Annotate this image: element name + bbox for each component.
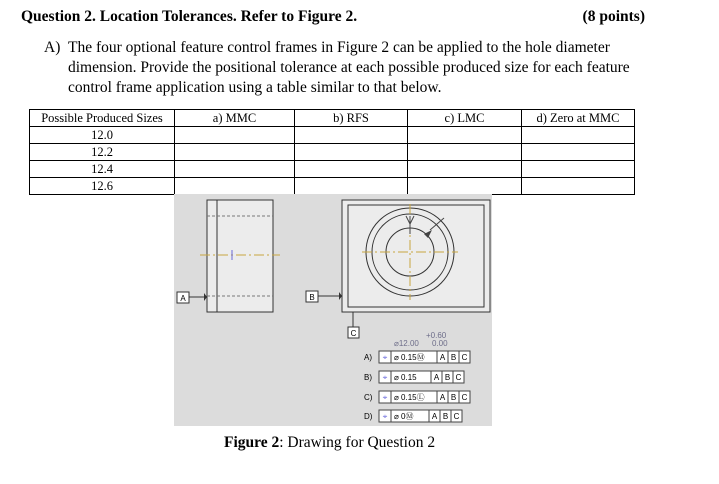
caption-bold: Figure 2 <box>224 434 280 451</box>
position-icon: ⌖ <box>382 412 388 421</box>
rfs-cell <box>295 161 408 178</box>
size-cell: 12.6 <box>30 178 175 195</box>
size-cell: 12.0 <box>30 127 175 144</box>
dim-minus: 0.00 <box>432 339 448 348</box>
fcf-datum-2: B <box>444 373 451 382</box>
fcf-c <box>364 391 470 403</box>
fcf-datum-1: A <box>431 412 438 421</box>
position-icon: ⌖ <box>382 353 388 362</box>
position-icon: ⌖ <box>382 393 388 402</box>
part-a-label: A) <box>44 39 61 56</box>
mmc-cell <box>175 161 295 178</box>
lmc-cell <box>408 144 522 161</box>
header-lmc: c) LMC <box>408 110 522 127</box>
mmc-cell <box>175 178 295 195</box>
fcf-datum-1: A <box>433 373 440 382</box>
datum-b-label: B <box>309 293 315 302</box>
part-a-text: The four optional feature control frames in Figure 2 can be applied to the hole diameter dimension. Provide the positional tolerance at each possible produced size for each feature control frame application using a table similar to that below. <box>68 39 630 96</box>
figure-2-drawing <box>174 194 492 426</box>
front-view <box>342 200 490 329</box>
fcf-datum-3: C <box>453 412 460 421</box>
figure-caption <box>224 434 435 452</box>
fcf-label: A) <box>364 353 372 362</box>
datum-a-symbol <box>177 292 207 303</box>
position-icon: ⌖ <box>382 373 388 382</box>
fcf-value: ⌀ 0.15 <box>394 373 417 382</box>
rfs-cell <box>295 127 408 144</box>
lmc-cell <box>408 178 522 195</box>
header-rfs: b) RFS <box>295 110 408 127</box>
drawing-svg <box>174 194 492 426</box>
datum-c-label: C <box>350 329 357 338</box>
lmc-cell <box>408 127 522 144</box>
table-row <box>30 161 635 178</box>
zero-mmc-cell <box>522 178 635 195</box>
fcf-value: ⌀ 0Ⓜ <box>394 412 414 421</box>
size-cell: 12.2 <box>30 144 175 161</box>
rfs-cell <box>295 178 408 195</box>
fcf-datum-3: C <box>461 393 468 402</box>
table-row <box>30 144 635 161</box>
fcf-datum-1: A <box>439 353 446 362</box>
question-points: (8 points) <box>582 8 645 25</box>
fcf-b <box>364 371 464 383</box>
hole-dimension <box>394 331 448 348</box>
fcf-datum-2: B <box>450 353 457 362</box>
lmc-cell <box>408 161 522 178</box>
fcf-label: D) <box>364 412 373 421</box>
question-title: Question 2. Location Tolerances. Refer to Figure 2. <box>21 8 358 25</box>
fcf-datum-2: B <box>442 412 449 421</box>
header-mmc: a) MMC <box>175 110 295 127</box>
datum-a-label: A <box>180 294 186 303</box>
zero-mmc-cell <box>522 161 635 178</box>
fcf-datum-3: C <box>455 373 462 382</box>
table-row <box>30 178 635 195</box>
datum-c-symbol <box>348 327 359 338</box>
rfs-cell <box>295 144 408 161</box>
table-row <box>30 127 635 144</box>
fcf-datum-2: B <box>450 393 457 402</box>
dim-nominal: ⌀12.00 <box>394 339 419 348</box>
side-view <box>200 200 280 312</box>
caption-rest: : Drawing for Question 2 <box>279 434 436 451</box>
fcf-datum-1: A <box>439 393 446 402</box>
tolerance-table <box>29 109 635 195</box>
zero-mmc-cell <box>522 127 635 144</box>
fcf-datum-3: C <box>461 353 468 362</box>
fcf-value: ⌀ 0.15Ⓜ <box>394 353 425 362</box>
fcf-value: ⌀ 0.15Ⓛ <box>394 393 425 402</box>
fcf-label: B) <box>364 373 372 382</box>
size-cell: 12.4 <box>30 161 175 178</box>
table-header-row <box>30 110 635 127</box>
zero-mmc-cell <box>522 144 635 161</box>
mmc-cell <box>175 144 295 161</box>
dim-plus: +0.60 <box>426 331 447 340</box>
datum-b-symbol <box>306 291 342 302</box>
fcf-d <box>364 410 462 422</box>
fcf-label: C) <box>364 393 373 402</box>
header-sizes: Possible Produced Sizes <box>30 110 175 127</box>
header-zero-mmc: d) Zero at MMC <box>522 110 635 127</box>
fcf-a <box>364 351 470 363</box>
part-a <box>44 38 654 98</box>
mmc-cell <box>175 127 295 144</box>
